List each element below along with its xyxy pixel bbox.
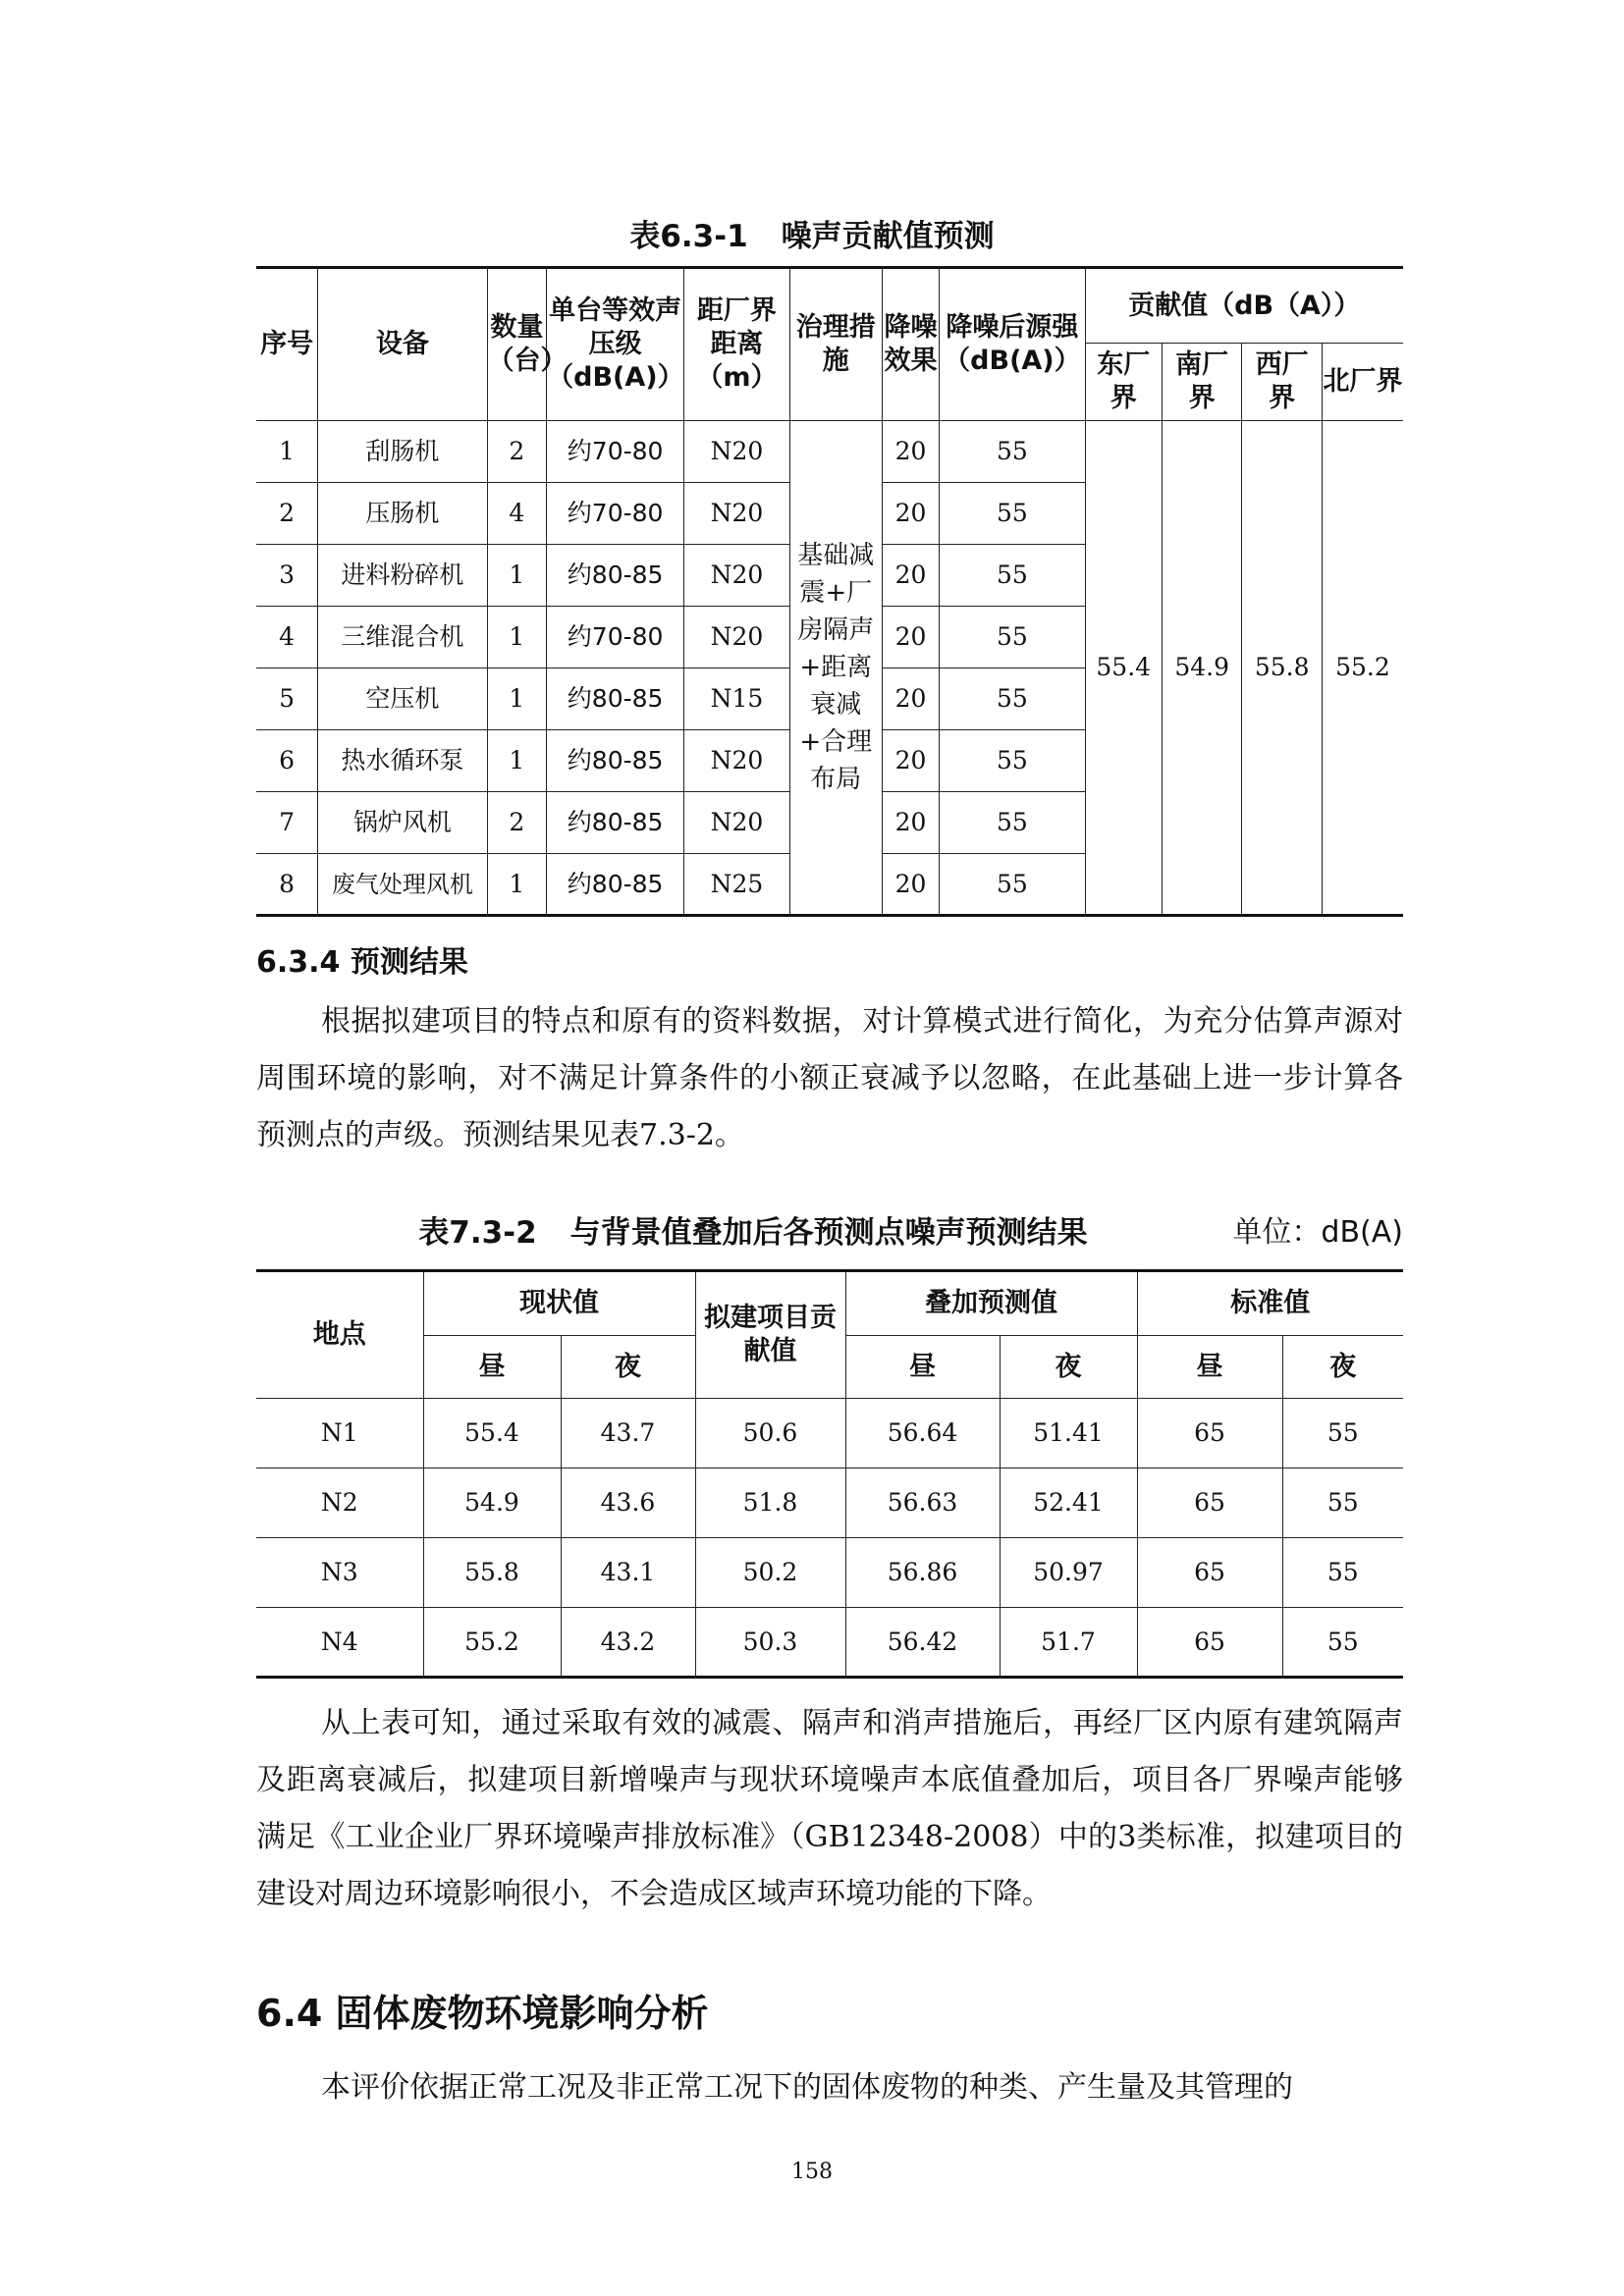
- cell-qty: 2: [487, 792, 547, 854]
- cell-seq: 6: [256, 730, 318, 792]
- header-current: 现状值: [423, 1271, 695, 1336]
- cell-standard-night: 55: [1282, 1399, 1403, 1468]
- cell-after: 55: [940, 483, 1085, 545]
- cell-after: 55: [940, 730, 1085, 792]
- cell-site: N2: [256, 1468, 423, 1538]
- cell-level: 约80-85: [547, 730, 684, 792]
- table-row: [256, 1399, 1403, 1468]
- cell-qty: 1: [487, 607, 547, 668]
- table-row: [256, 1608, 1403, 1678]
- cell-seq: 4: [256, 607, 318, 668]
- header-contribution: 贡献值（dB（A））: [1085, 268, 1403, 344]
- cell-seq: 7: [256, 792, 318, 854]
- cell-seq: 8: [256, 854, 318, 916]
- cell-device: 锅炉风机: [318, 792, 487, 854]
- cell-overlay-day: 56.63: [845, 1468, 1000, 1538]
- header-day: 昼: [423, 1336, 561, 1399]
- header-site: 地点: [256, 1271, 423, 1399]
- header-project: 拟建项目贡献值: [695, 1271, 845, 1399]
- header-north: 北厂界: [1322, 344, 1403, 421]
- cell-effect: 20: [882, 545, 940, 607]
- cell-standard-day: 65: [1137, 1608, 1282, 1678]
- cell-overlay-day: 56.42: [845, 1608, 1000, 1678]
- cell-seq: 1: [256, 421, 318, 483]
- cell-effect: 20: [882, 792, 940, 854]
- cell-current-day: 55.8: [423, 1538, 561, 1608]
- cell-standard-night: 55: [1282, 1468, 1403, 1538]
- table-row: [256, 421, 1403, 483]
- cell-level: 约80-85: [547, 854, 684, 916]
- noise-prediction-table: [256, 1269, 1403, 1679]
- header-east: 东厂界: [1085, 344, 1162, 421]
- cell-device: 三维混合机: [318, 607, 487, 668]
- cell-project: 51.8: [695, 1468, 845, 1538]
- table2-unit: 单位：dB(A): [1232, 1215, 1403, 1250]
- cell-overlay-day: 56.64: [845, 1399, 1000, 1468]
- section-heading-634: 6.3.4 预测结果: [256, 945, 468, 980]
- header-overlay: 叠加预测值: [845, 1271, 1137, 1336]
- header-west: 西厂界: [1242, 344, 1322, 421]
- header-day: 昼: [1137, 1336, 1282, 1399]
- cell-current-night: 43.7: [561, 1399, 695, 1468]
- header-level: 单台等效声压级（dB(A)）: [547, 268, 684, 421]
- cell-qty: 2: [487, 421, 547, 483]
- conclusion-paragraph: [256, 1695, 1403, 1923]
- cell-effect: 20: [882, 421, 940, 483]
- cell-standard-night: 55: [1282, 1538, 1403, 1608]
- cell-seq: 2: [256, 483, 318, 545]
- header-device: 设备: [318, 268, 487, 421]
- cell-current-day: 54.9: [423, 1468, 561, 1538]
- cell-after: 55: [940, 854, 1085, 916]
- cell-seq: 3: [256, 545, 318, 607]
- cell-after: 55: [940, 607, 1085, 668]
- cell-effect: 20: [882, 483, 940, 545]
- cell-level: 约80-85: [547, 545, 684, 607]
- table2-number: 表7.3-2: [418, 1215, 537, 1251]
- header-night: 夜: [1000, 1336, 1137, 1399]
- table-row: [256, 1538, 1403, 1608]
- header-distance: 距厂界距离（m）: [684, 268, 790, 421]
- cell-project: 50.2: [695, 1538, 845, 1608]
- paragraph-text: 根据拟建项目的特点和原有的资料数据，对计算模式进行简化，为充分估算声源对周围环境的影响，对不满足计算条件的小额正衰减予以忽略，在此基础上进一步计算各预测点的声级。预测结果见表7.3-2。: [256, 1004, 1403, 1152]
- cell-current-night: 43.6: [561, 1468, 695, 1538]
- cell-after: 55: [940, 421, 1085, 483]
- cell-effect: 20: [882, 668, 940, 730]
- cell-measure: 基础减震+厂房隔声+距离衰减+合理布局: [789, 421, 882, 916]
- cell-contrib-west: 55.8: [1242, 421, 1322, 916]
- table-row: [256, 1468, 1403, 1538]
- header-standard: 标准值: [1137, 1271, 1403, 1336]
- cell-overlay-night: 50.97: [1000, 1538, 1137, 1608]
- cell-distance: N25: [684, 854, 790, 916]
- cell-overlay-night: 51.7: [1000, 1608, 1137, 1678]
- cell-qty: 1: [487, 545, 547, 607]
- cell-level: 约80-85: [547, 668, 684, 730]
- cell-current-day: 55.4: [423, 1399, 561, 1468]
- header-south: 南厂界: [1162, 344, 1241, 421]
- cell-distance: N20: [684, 607, 790, 668]
- page-number: 158: [791, 2160, 833, 2184]
- cell-device: 进料粉碎机: [318, 545, 487, 607]
- header-qty: 数量（台）: [487, 268, 547, 421]
- cell-overlay-night: 51.41: [1000, 1399, 1137, 1468]
- section-heading-64: 6.4 固体废物环境影响分析: [256, 1992, 709, 2035]
- cell-distance: N20: [684, 545, 790, 607]
- header-seq: 序号: [256, 268, 318, 421]
- cell-level: 约70-80: [547, 607, 684, 668]
- cell-current-night: 43.2: [561, 1608, 695, 1678]
- cell-current-night: 43.1: [561, 1538, 695, 1608]
- cell-qty: 1: [487, 668, 547, 730]
- section-634-paragraph: [256, 993, 1403, 1164]
- cell-overlay-day: 56.86: [845, 1538, 1000, 1608]
- cell-level: 约70-80: [547, 421, 684, 483]
- cell-distance: N20: [684, 421, 790, 483]
- table1-title: 噪声贡献值预测: [781, 219, 995, 254]
- header-night: 夜: [1282, 1336, 1403, 1399]
- cell-after: 55: [940, 668, 1085, 730]
- cell-distance: N20: [684, 483, 790, 545]
- paragraph-text: 从上表可知，通过采取有效的减震、隔声和消声措施后，再经厂区内原有建筑隔声及距离衰减后，拟建项目新增噪声与现状环境噪声本底值叠加后，项目各厂界噪声能够满足《工业企业厂界环境噪声排放标准》（GB12348-2008）中的3类标准，拟建项目的建设对周边环境影响很小，不会造成区域声环境功能的下降。: [256, 1706, 1403, 1911]
- cell-distance: N15: [684, 668, 790, 730]
- cell-project: 50.3: [695, 1608, 845, 1678]
- cell-device: 压肠机: [318, 483, 487, 545]
- cell-contrib-south: 54.9: [1162, 421, 1241, 916]
- cell-level: 约70-80: [547, 483, 684, 545]
- cell-effect: 20: [882, 854, 940, 916]
- cell-device: 废气处理风机: [318, 854, 487, 916]
- paragraph-text: 本评价依据正常工况及非正常工况下的固体废物的种类、产生量及其管理的: [321, 2070, 1293, 2105]
- cell-effect: 20: [882, 607, 940, 668]
- table1-number: 表6.3-1: [629, 219, 748, 254]
- section-64-paragraph: [256, 2059, 1403, 2116]
- cell-level: 约80-85: [547, 792, 684, 854]
- cell-qty: 1: [487, 854, 547, 916]
- cell-site: N4: [256, 1608, 423, 1678]
- cell-standard-day: 65: [1137, 1468, 1282, 1538]
- cell-overlay-night: 52.41: [1000, 1468, 1137, 1538]
- table1-caption: [0, 211, 1624, 255]
- cell-distance: N20: [684, 730, 790, 792]
- cell-qty: 1: [487, 730, 547, 792]
- header-day: 昼: [845, 1336, 1000, 1399]
- cell-site: N1: [256, 1399, 423, 1468]
- cell-after: 55: [940, 792, 1085, 854]
- noise-contribution-table: [256, 266, 1403, 917]
- cell-standard-day: 65: [1137, 1538, 1282, 1608]
- table2-title: 与背景值叠加后各预测点噪声预测结果: [569, 1215, 1088, 1251]
- cell-contrib-north: 55.2: [1322, 421, 1403, 916]
- cell-after: 55: [940, 545, 1085, 607]
- cell-standard-day: 65: [1137, 1399, 1282, 1468]
- cell-qty: 4: [487, 483, 547, 545]
- table2-caption: [0, 1207, 1624, 1252]
- cell-site: N3: [256, 1538, 423, 1608]
- header-effect: 降噪效果: [882, 268, 940, 421]
- cell-standard-night: 55: [1282, 1608, 1403, 1678]
- header-after: 降噪后源强（dB(A)）: [940, 268, 1085, 421]
- cell-distance: N20: [684, 792, 790, 854]
- cell-device: 刮肠机: [318, 421, 487, 483]
- header-night: 夜: [561, 1336, 695, 1399]
- cell-seq: 5: [256, 668, 318, 730]
- cell-device: 空压机: [318, 668, 487, 730]
- cell-device: 热水循环泵: [318, 730, 487, 792]
- header-measure: 治理措施: [789, 268, 882, 421]
- cell-effect: 20: [882, 730, 940, 792]
- cell-contrib-east: 55.4: [1085, 421, 1162, 916]
- cell-project: 50.6: [695, 1399, 845, 1468]
- cell-current-day: 55.2: [423, 1608, 561, 1678]
